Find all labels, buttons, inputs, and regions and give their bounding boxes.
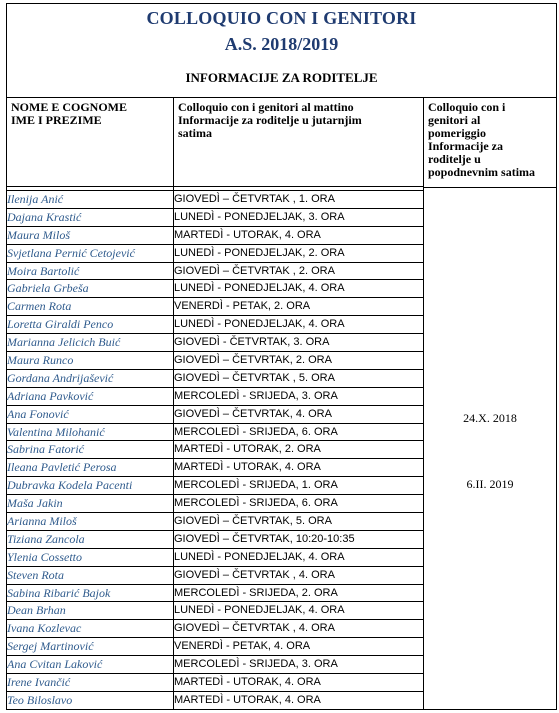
morning-slot: MARTEDÌ - UTORAK, 4. ORA bbox=[174, 691, 424, 709]
header-afternoon-line5: roditelje u bbox=[428, 152, 481, 166]
teacher-name: Dajana Krastić bbox=[7, 208, 174, 226]
teacher-name: Svjetlana Pernić Cetojević bbox=[7, 244, 174, 262]
teacher-name: Marianna Jelicich Buić bbox=[7, 334, 174, 352]
morning-slot: LUNEDÌ - PONEDJELJAK, 4. ORA bbox=[174, 602, 424, 620]
header-name-line1: NOME E COGNOME bbox=[11, 100, 127, 114]
morning-slot: GIOVEDÌ – ČETVRTAK, 4. ORA bbox=[174, 405, 424, 423]
morning-slot: MERCOLEDÌ - SRIJEDA, 2. ORA bbox=[174, 584, 424, 602]
header-morning bbox=[174, 98, 424, 187]
morning-slot: GIOVEDÌ – ČETVRTAK, 5. ORA bbox=[174, 513, 424, 531]
header-afternoon-line6: popodnevnim satima bbox=[428, 165, 536, 179]
morning-slot: LUNEDÌ - PONEDJELJAK, 4. ORA bbox=[174, 316, 424, 334]
header-name-line2: IME I PREZIME bbox=[11, 113, 102, 127]
school-year: A.S. 2018/2019 bbox=[224, 34, 339, 54]
teacher-name: Maura Runco bbox=[7, 352, 174, 370]
header-afternoon-line1: Colloquio con i bbox=[428, 100, 506, 114]
teacher-name: Maura Miloš bbox=[7, 226, 174, 244]
header-afternoon-line2: genitori al bbox=[428, 113, 481, 127]
morning-slot: MARTEDÌ - UTORAK, 4. ORA bbox=[174, 674, 424, 692]
morning-slot: LUNEDÌ - PONEDJELJAK, 4. ORA bbox=[174, 548, 424, 566]
teacher-name: Ana Fonović bbox=[7, 405, 174, 423]
teacher-name: Sabrina Fatorić bbox=[7, 441, 174, 459]
morning-slot: LUNEDÌ - PONEDJELJAK, 3. ORA bbox=[174, 208, 424, 226]
morning-slot: GIOVEDÌ - ČETVRTAK, 3. ORA bbox=[174, 334, 424, 352]
morning-slot: VENERDÌ - PETAK, 2. ORA bbox=[174, 298, 424, 316]
title-block bbox=[7, 4, 557, 98]
afternoon-date-1: 24.X. 2018 bbox=[463, 411, 517, 425]
teacher-name: Ileana Pavletić Perosa bbox=[7, 459, 174, 477]
schedule-document bbox=[6, 3, 556, 710]
teacher-name: Dean Brhan bbox=[7, 602, 174, 620]
teacher-name: Gordana Andrijašević bbox=[7, 369, 174, 387]
morning-slot: GIOVEDÌ – ČETVRTAK , 1. ORA bbox=[174, 191, 424, 209]
header-morning-line2: Informacije za roditelje u jutarnjim bbox=[178, 113, 362, 127]
morning-slot: MERCOLEDÌ - SRIJEDA, 6. ORA bbox=[174, 423, 424, 441]
teacher-name: Arianna Miloš bbox=[7, 513, 174, 531]
header-name bbox=[7, 98, 174, 187]
morning-slot: MERCOLEDÌ - SRIJEDA, 3. ORA bbox=[174, 387, 424, 405]
teacher-name: Sergej Martinović bbox=[7, 638, 174, 656]
teacher-name: Maša Jakin bbox=[7, 495, 174, 513]
morning-slot: MARTEDÌ - UTORAK, 4. ORA bbox=[174, 226, 424, 244]
morning-slot: MARTEDÌ - UTORAK, 2. ORA bbox=[174, 441, 424, 459]
header-morning-line1: Colloquio con i genitori al mattino bbox=[178, 100, 354, 114]
morning-slot: MERCOLEDÌ - SRIJEDA, 6. ORA bbox=[174, 495, 424, 513]
morning-slot: GIOVEDÌ – ČETVRTAK , 5. ORA bbox=[174, 369, 424, 387]
document-subtitle: INFORMACIJE ZA RODITELJE bbox=[185, 70, 378, 85]
teacher-name: Ilenija Anić bbox=[7, 191, 174, 209]
afternoon-date-2: 6.II. 2019 bbox=[466, 477, 514, 491]
teacher-name: Tiziana Zancola bbox=[7, 530, 174, 548]
teacher-name: Carmen Rota bbox=[7, 298, 174, 316]
morning-slot: GIOVEDÌ – ČETVRTAK, 10:20-10:35 bbox=[174, 530, 424, 548]
morning-slot: GIOVEDÌ – ČETVRTAK , 2. ORA bbox=[174, 262, 424, 280]
header-afternoon-line3: pomeriggio bbox=[428, 126, 486, 140]
teacher-name: Ivana Kozlevac bbox=[7, 620, 174, 638]
morning-slot: GIOVEDÌ – ČETVRTAK , 4. ORA bbox=[174, 566, 424, 584]
teacher-name: Adriana Pavković bbox=[7, 387, 174, 405]
morning-slot: MERCOLEDÌ - SRIJEDA, 3. ORA bbox=[174, 656, 424, 674]
teacher-name: Ylenia Cossetto bbox=[7, 548, 174, 566]
teacher-name: Irene Ivančić bbox=[7, 674, 174, 692]
header-morning-line3: satima bbox=[178, 126, 212, 140]
teacher-name: Moira Bartolić bbox=[7, 262, 174, 280]
teacher-name: Valentina Milohanić bbox=[7, 423, 174, 441]
document-title: COLLOQUIO CON I GENITORI bbox=[146, 8, 417, 28]
morning-slot: VENERDÌ - PETAK, 4. ORA bbox=[174, 638, 424, 656]
teacher-name: Ana Cvitan Laković bbox=[7, 656, 174, 674]
morning-slot: LUNEDÌ - PONEDJELJAK, 4. ORA bbox=[174, 280, 424, 298]
morning-slot: GIOVEDÌ – ČETVRTAK , 4. ORA bbox=[174, 620, 424, 638]
morning-slot: GIOVEDÌ – ČETVRTAK, 2. ORA bbox=[174, 352, 424, 370]
header-afternoon bbox=[424, 98, 557, 710]
teacher-name: Sabina Ribarić Bajok bbox=[7, 584, 174, 602]
teacher-name: Gabriela Grbeša bbox=[7, 280, 174, 298]
schedule-table bbox=[6, 3, 557, 710]
teacher-name: Dubravka Kodela Pacenti bbox=[7, 477, 174, 495]
morning-slot: MERCOLEDÌ - SRIJEDA, 1. ORA bbox=[174, 477, 424, 495]
morning-slot: MARTEDÌ - UTORAK, 4. ORA bbox=[174, 459, 424, 477]
teacher-name: Teo Biloslavo bbox=[7, 691, 174, 709]
header-afternoon-line4: Informacije za bbox=[428, 139, 503, 153]
teacher-name: Steven Rota bbox=[7, 566, 174, 584]
morning-slot: LUNEDÌ - PONEDJELJAK, 2. ORA bbox=[174, 244, 424, 262]
teacher-name: Loretta Giraldi Penco bbox=[7, 316, 174, 334]
